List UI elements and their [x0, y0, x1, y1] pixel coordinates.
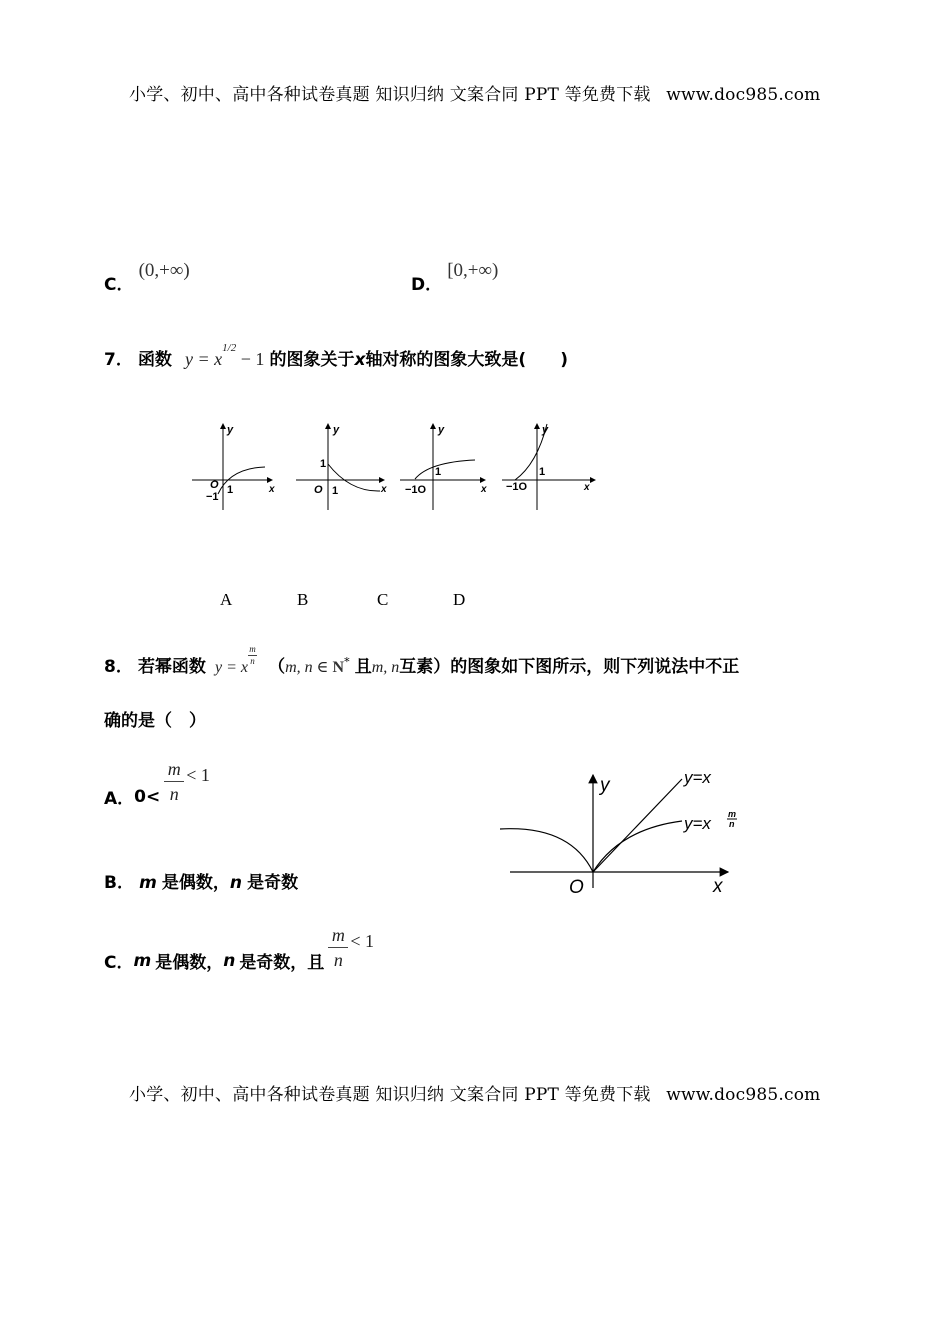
axis-y-label: y	[227, 424, 234, 436]
axis-y-label: y	[438, 424, 445, 436]
curve-exp-denominator: n	[729, 819, 735, 829]
condition-vars-2: m, n	[371, 659, 400, 676]
origin-label: O	[314, 484, 323, 496]
option-text: 是偶数，	[161, 873, 230, 893]
formula-tail: − 1	[236, 349, 265, 369]
origin-label: −1O	[405, 484, 427, 496]
fraction-numerator: m	[249, 644, 256, 654]
option-b	[104, 868, 298, 893]
page-footer	[129, 1080, 820, 1105]
question-text: 的图象关于	[269, 350, 355, 370]
question-prefix: 若幂函数	[137, 657, 206, 677]
fraction-denominator: n	[250, 656, 255, 666]
question-8-figure	[500, 765, 760, 900]
tick-label: 1	[227, 484, 234, 496]
axis-y-label: y	[600, 775, 610, 796]
fraction-denominator: n	[333, 950, 343, 970]
option-var: n	[229, 873, 242, 893]
option-letter: D．	[411, 275, 443, 295]
axis-x-label: x	[713, 876, 723, 897]
option-text: 是奇数	[247, 873, 299, 893]
option-tail: < 1	[186, 765, 210, 785]
axis-x-label: x	[584, 482, 590, 493]
question-prefix: 函数	[137, 350, 172, 370]
option-text: 是偶数，	[155, 953, 224, 973]
origin-label: O	[210, 479, 219, 491]
question-text: 互素）的图象如下图所示，则下列说法中不正	[399, 657, 740, 677]
graph-c	[400, 424, 487, 510]
question-7-stem	[104, 341, 568, 370]
question-text: 轴对称的图象大致是( )	[365, 350, 568, 370]
question-var-x: x	[354, 350, 366, 370]
option-interval: (0,+∞)	[138, 260, 190, 281]
option-interval: [0,+∞)	[447, 260, 499, 281]
header-url[interactable]: www.doc985.com	[666, 85, 821, 105]
question-8-line-2: 确的是（ ）	[104, 711, 206, 731]
curve-exp-numerator: m	[728, 809, 737, 819]
formula-exponent: 1/2	[222, 341, 237, 354]
condition-and: 且	[354, 657, 372, 677]
axis-y-label: y	[542, 424, 549, 436]
option-var: m	[139, 873, 157, 893]
graph-label-c: C	[377, 590, 389, 609]
option-letter: A．	[104, 789, 135, 809]
option-tail: < 1	[350, 931, 374, 951]
curve-label-power: y=x	[684, 814, 711, 833]
formula-base: y = x	[215, 659, 249, 676]
option-text: 是奇数，且	[239, 953, 325, 973]
footer-url[interactable]: www.doc985.com	[666, 1085, 821, 1105]
graph-label-d: D	[453, 590, 466, 609]
question-8-stem	[104, 644, 740, 678]
condition-set: N	[332, 659, 345, 676]
axis-x-label: x	[269, 484, 275, 495]
axis-x-label: x	[481, 484, 487, 495]
paren-open: （	[268, 657, 286, 677]
graph-label-a: A	[220, 590, 233, 609]
option-d-prev	[411, 256, 499, 295]
option-c-prev	[104, 256, 190, 295]
tick-label: 1	[435, 466, 442, 478]
axis-y-label: y	[333, 424, 340, 436]
option-letter: C．	[104, 275, 134, 295]
question-number: 7．	[104, 350, 133, 370]
option-text: 0<	[134, 786, 161, 807]
formula-exponent-fraction	[248, 645, 257, 666]
origin-label: −1O	[506, 481, 528, 493]
question-7-graphs	[185, 418, 605, 518]
graph-d	[502, 424, 595, 510]
header-text: 小学、初中、高中各种试卷真题 知识归纳 文案合同 PPT 等免费下载	[129, 85, 651, 105]
fraction-numerator: m	[331, 925, 345, 945]
tick-label: 1	[539, 466, 546, 478]
page-header	[129, 80, 820, 105]
axis-x-label: x	[381, 484, 387, 495]
formula-base: y = x	[185, 349, 223, 369]
question-number: 8．	[104, 657, 133, 677]
origin-label: O	[569, 877, 584, 898]
option-a	[104, 759, 210, 809]
fraction-numerator: m	[167, 759, 181, 779]
fraction-denominator: n	[169, 784, 179, 804]
option-fraction	[164, 760, 184, 803]
option-fraction	[328, 926, 348, 969]
curve-label-linear: y=x	[684, 768, 711, 787]
option-var: m	[133, 950, 152, 971]
tick-label: −1	[206, 491, 219, 503]
condition-vars: m, n ∈	[285, 659, 333, 676]
condition-star: *	[344, 655, 350, 669]
option-letter: B．	[104, 873, 134, 893]
graph-a	[192, 424, 275, 510]
tick-label: 1	[320, 458, 327, 470]
graph-label-b: B	[297, 590, 309, 609]
option-c	[104, 925, 374, 973]
option-letter: C．	[104, 953, 134, 973]
tick-label: 1	[332, 485, 339, 497]
graph-b	[296, 424, 387, 510]
option-var: n	[223, 950, 236, 971]
footer-text: 小学、初中、高中各种试卷真题 知识归纳 文案合同 PPT 等免费下载	[129, 1085, 651, 1105]
